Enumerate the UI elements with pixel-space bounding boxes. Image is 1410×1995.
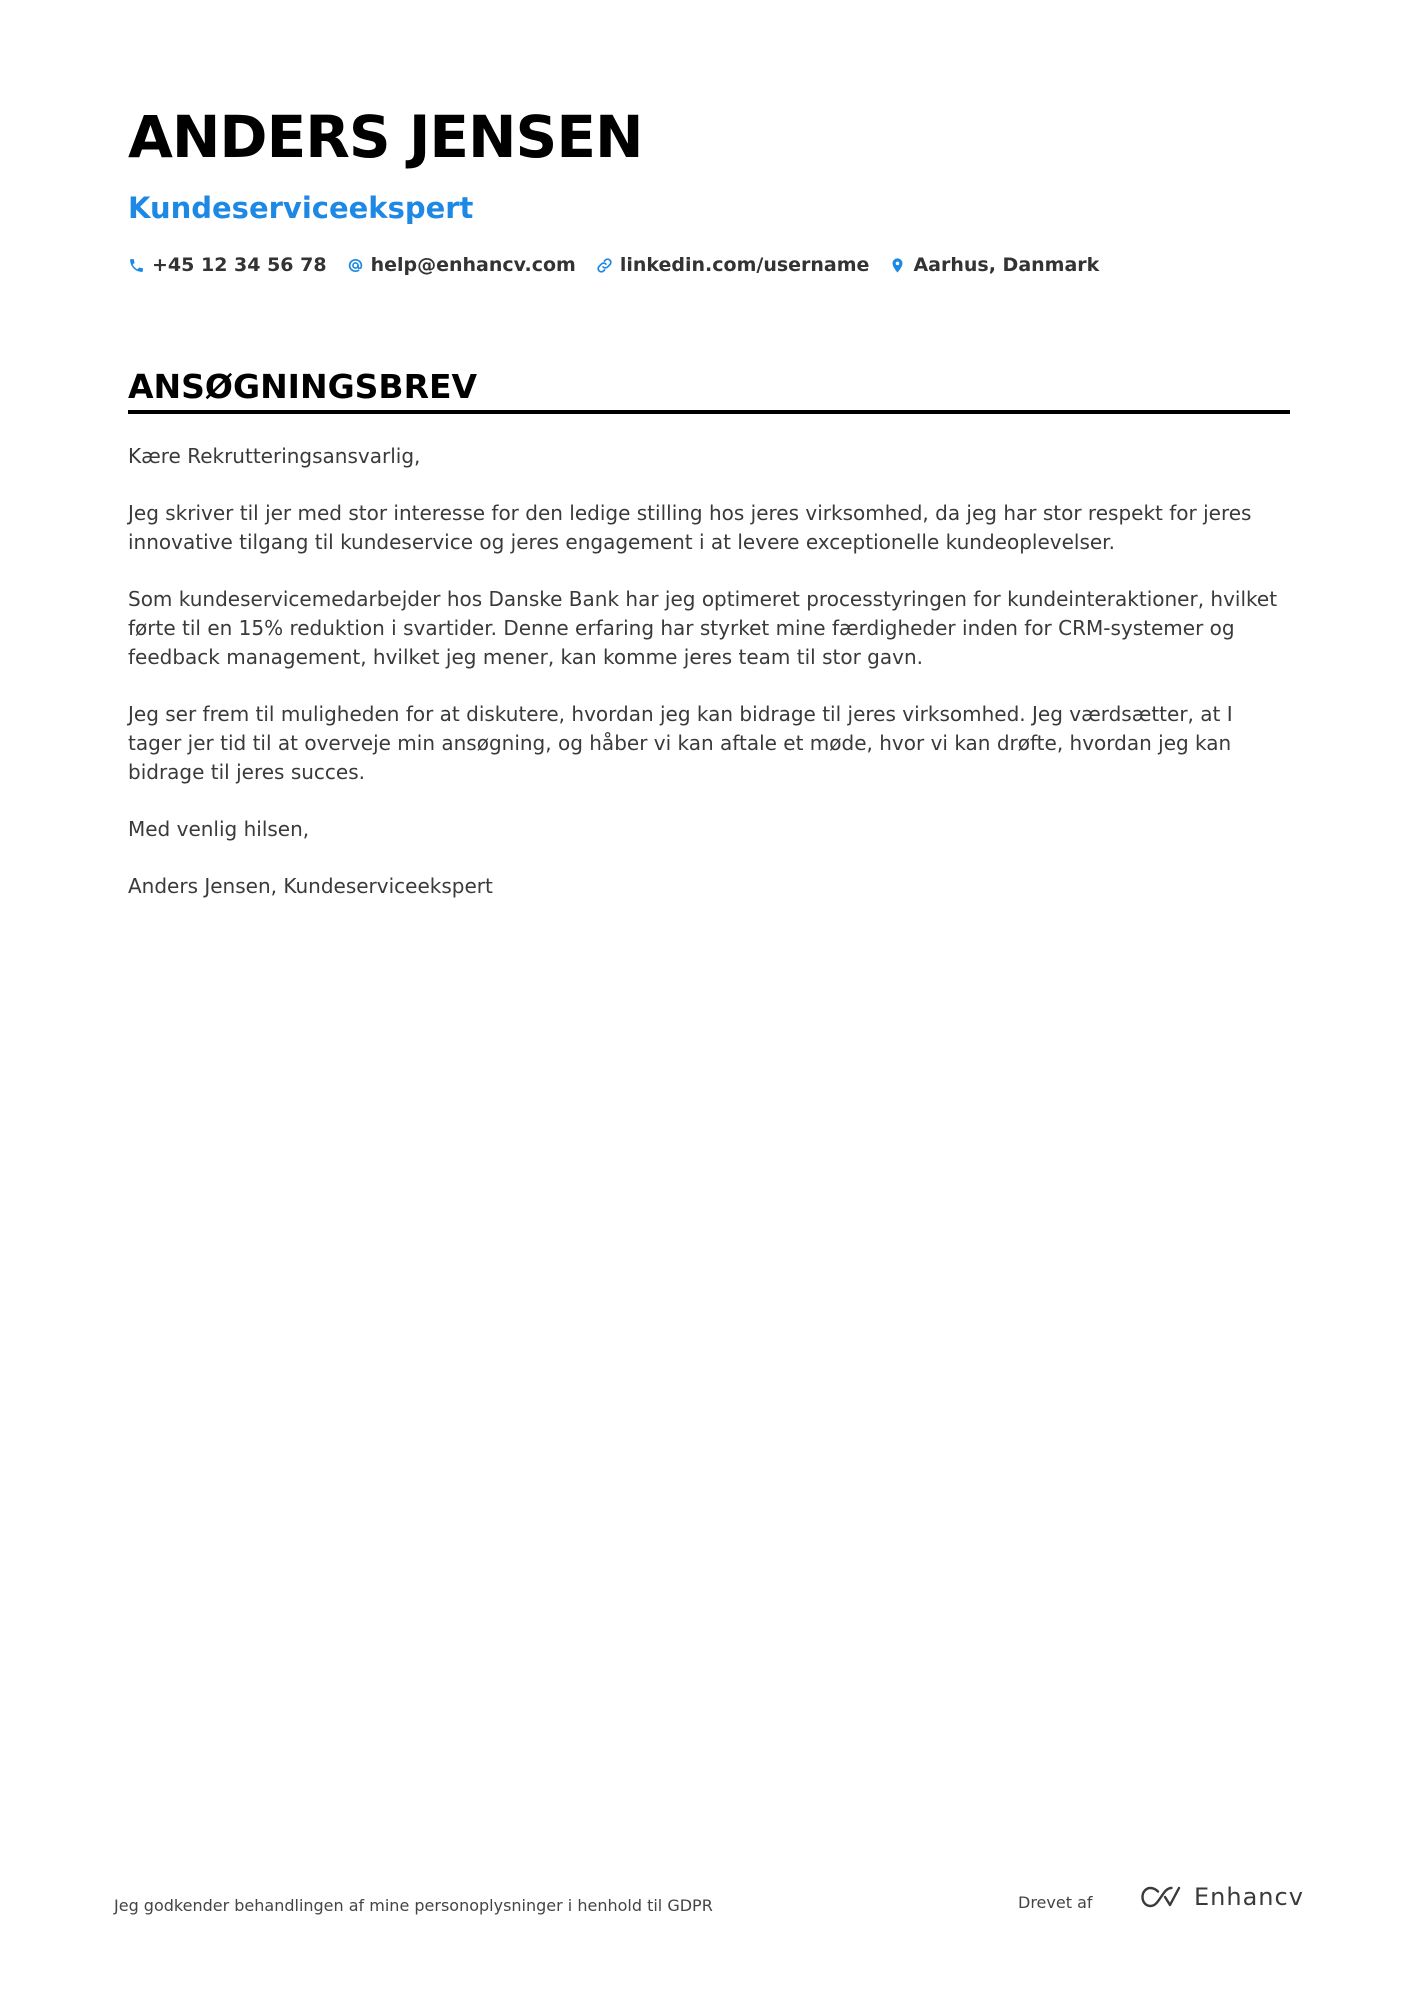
letter-paragraph: Jeg ser frem til muligheden for at diskutere, hvordan jeg kan bidrage til jeres virksomhed. Jeg værdsætter, at I tager jer tid til at overveje min ansøgning, og håber vi kan aftale et møde, hvor vi kan drøfte, hvordan jeg kan bidrage til jeres succes.	[128, 702, 1233, 784]
powered-by-label: Drevet af	[1018, 1893, 1093, 1912]
enhancv-brand[interactable]	[1138, 1883, 1304, 1911]
letter-greeting: Kære Rekrutteringsansvarlig,	[128, 444, 421, 468]
enhancv-logo-icon	[1138, 1883, 1184, 1911]
contact-email[interactable]	[347, 254, 576, 276]
contact-location-text: Aarhus, Danmark	[913, 254, 1100, 276]
letter-signature: Anders Jensen, Kundeserviceekspert	[128, 874, 493, 898]
contact-phone-text: +45 12 34 56 78	[152, 254, 327, 276]
applicant-job-title: Kundeserviceekspert	[128, 191, 474, 225]
letter-closing: Med venlig hilsen,	[128, 817, 310, 841]
gdpr-consent-text: Jeg godkender behandlingen af mine personoplysninger i henhold til GDPR	[114, 1896, 713, 1915]
letter-body	[128, 442, 1290, 929]
contact-phone[interactable]	[128, 254, 327, 276]
letter-paragraph: Jeg skriver til jer med stor interesse for den ledige stilling hos jeres virksomhed, da jeg har stor respekt for jeres innovative tilgang til kundeservice og jeres engagement i at levere exceptionelle kundeoplevelser.	[128, 501, 1252, 554]
applicant-name: ANDERS JENSEN	[128, 103, 643, 171]
contact-linkedin-text: linkedin.com/username	[619, 254, 870, 276]
contact-bar	[128, 254, 1099, 276]
letter-paragraph: Som kundeservicemedarbejder hos Danske Bank har jeg optimeret processtyringen for kundeinteraktioner, hvilket førte til en 15% reduktion i svartider. Denne erfaring har styrket mine færdigheder inden for CRM-systemer og feedback management, hvilket jeg mener, kan komme jeres team til stor gavn.	[128, 587, 1278, 669]
contact-linkedin[interactable]	[596, 254, 870, 276]
section-title: ANSØGNINGSBREV	[128, 367, 478, 406]
location-pin-icon	[889, 257, 906, 274]
contact-location	[889, 254, 1099, 276]
phone-icon	[128, 257, 145, 274]
enhancv-brand-name: Enhancv	[1194, 1883, 1304, 1911]
section-divider	[128, 410, 1290, 414]
contact-email-text: help@enhancv.com	[370, 254, 576, 276]
link-icon	[596, 257, 613, 274]
at-icon	[347, 257, 364, 274]
